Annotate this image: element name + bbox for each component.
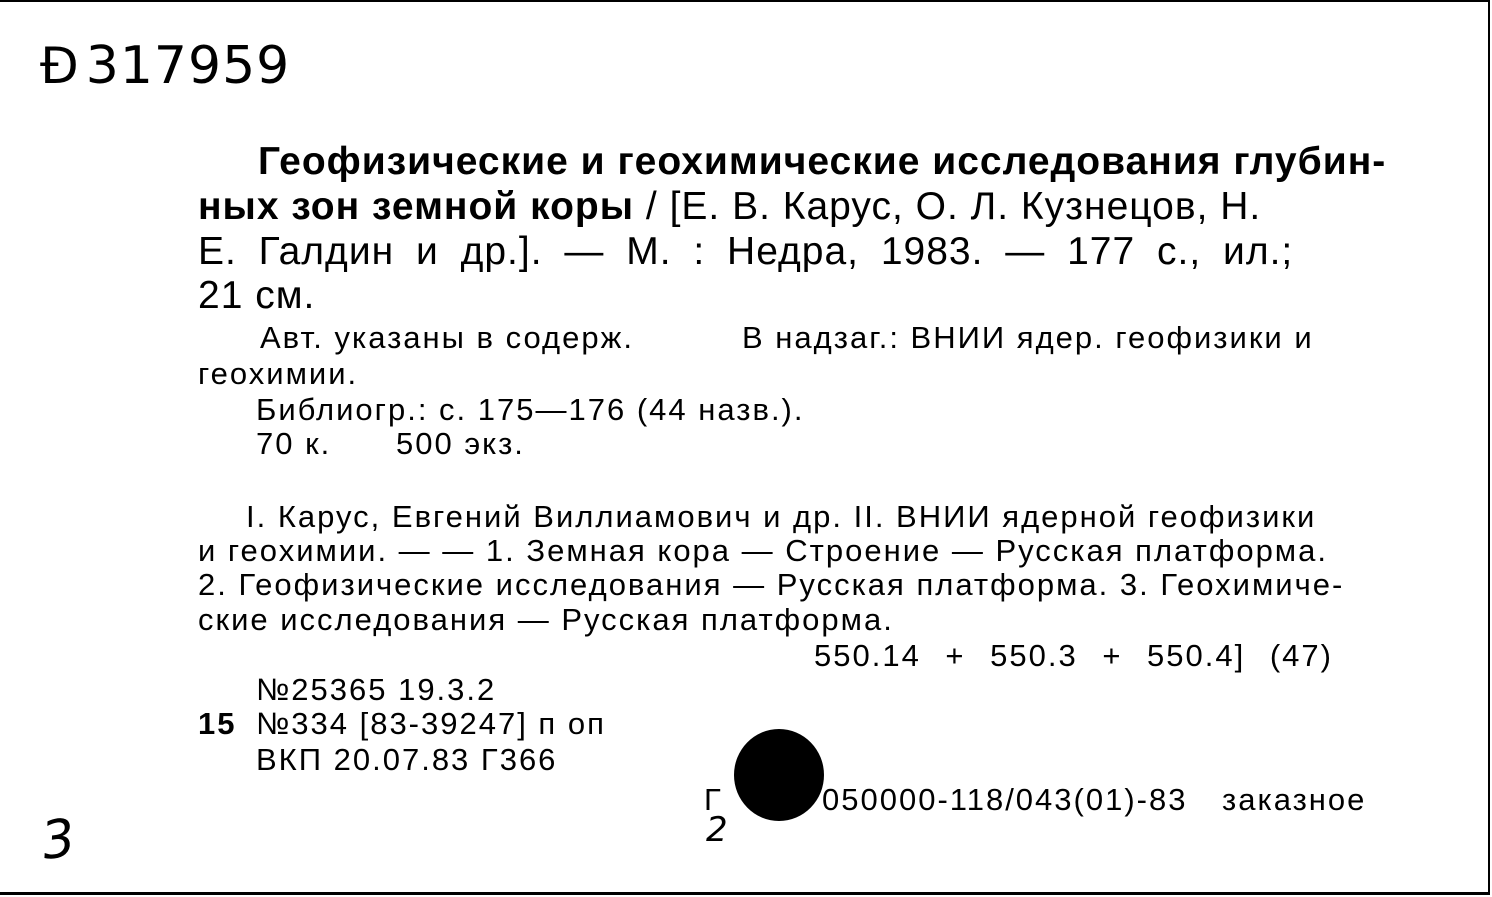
bottom-handwritten-mark: 2 [706,810,728,850]
title-line-2 [198,185,1261,229]
corner-handwritten-mark: 3 [37,807,80,873]
order-line-2: №334 [83-39247] п оп [256,706,606,741]
title-line-2-rest: / [Е. В. Карус, О. Л. Кузнецов, Н. [634,185,1262,228]
order-line-2-number: 15 [198,706,237,741]
call-number [40,36,290,96]
call-number-mark: Ð [40,37,80,95]
title-line-1: Геофизические и геохимические исследования глубин- [258,140,1387,183]
tracing-line-1: I. Карус, Евгений Виллиамович и др. II. ВНИИ ядерной геофизики [246,499,1317,534]
order-line-3: ВКП 20.07.83 Г366 [256,742,558,777]
bibliography-note: Библиогр.: с. 175—176 (44 назв.). [256,392,805,427]
title-line-2-bold: ных зон земной коры [198,185,635,228]
publication-line: Е. Галдин и др.]. — М. : Недра, 1983. — 177 с., ил.; [198,230,1294,273]
publication-code: 050000-118/043(01)-83 [822,782,1188,817]
card-bottom-edge [0,892,1488,895]
copies: 500 экз. [396,426,525,461]
price: 70 к. [256,426,332,461]
code-prefix: Г [704,782,723,817]
udc-classification: 550.14 + 550.3 + 550.4] (47) [814,638,1333,673]
order-type: заказное [1222,782,1367,817]
authors-note: Авт. указаны в содерж. [260,320,634,355]
dimensions-line: 21 см. [198,274,316,317]
heading-note: В надзаг.: ВНИИ ядер. геофизики и [742,320,1314,355]
ink-blot-stamp [734,729,824,821]
tracing-line-4: ские исследования — Русская платформа. [198,602,894,637]
tracing-line-3: 2. Геофизические исследования — Русская платформа. 3. Геохимиче- [198,567,1345,602]
heading-note-end: геохимии. [198,356,359,391]
tracing-line-2: и геохимии. — — 1. Земная кора — Строение — Русская платформа. [198,533,1328,568]
call-number-value: 317959 [85,36,291,96]
order-line-1: №25365 19.3.2 [256,672,497,707]
